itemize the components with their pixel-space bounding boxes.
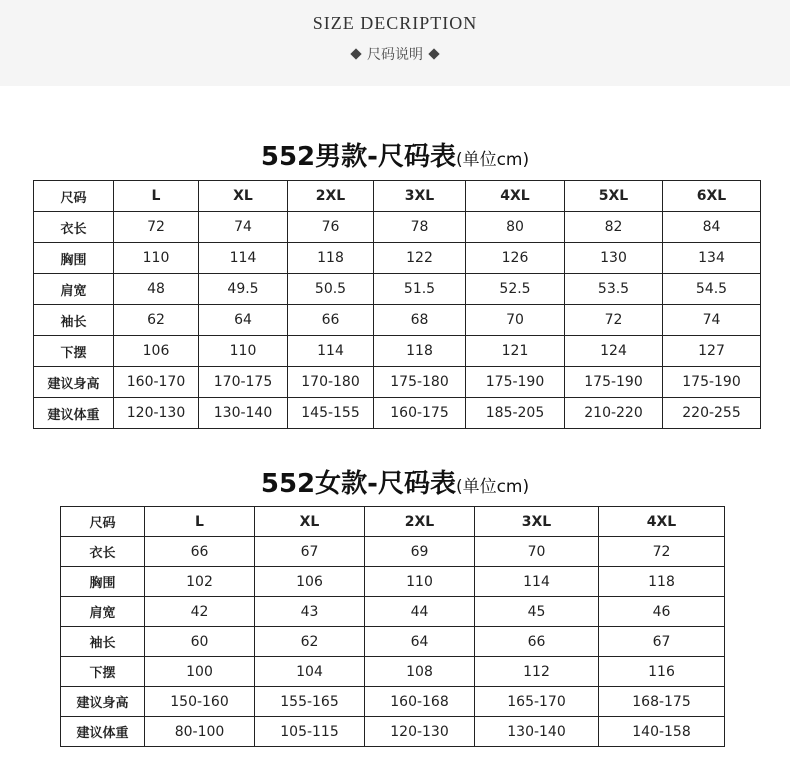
table-cell: 72	[565, 305, 663, 336]
table-cell: 76	[288, 212, 374, 243]
row-label: 衣长	[34, 212, 114, 243]
table-cell: 50.5	[288, 274, 374, 305]
table-cell: 114	[475, 567, 599, 597]
table-cell: 121	[466, 336, 565, 367]
table-row	[34, 398, 761, 429]
table-cell: 175-180	[374, 367, 466, 398]
table-cell: 110	[114, 243, 199, 274]
table-cell: 70	[475, 537, 599, 567]
table-cell: 51.5	[374, 274, 466, 305]
table-cell: 106	[114, 336, 199, 367]
table-cell: 80	[466, 212, 565, 243]
table-row	[61, 687, 725, 717]
table-cell: 43	[255, 597, 365, 627]
table-cell: 108	[365, 657, 475, 687]
table-cell: 46	[599, 597, 725, 627]
header-band	[0, 0, 790, 86]
row-label: 下摆	[61, 657, 145, 687]
table-cell: 168-175	[599, 687, 725, 717]
table-cell: 69	[365, 537, 475, 567]
men-header-row	[34, 181, 761, 212]
page-subtitle	[0, 44, 790, 64]
column-header: XL	[255, 507, 365, 537]
table-cell: 64	[365, 627, 475, 657]
column-header-size: 尺码	[34, 181, 114, 212]
table-cell: 160-175	[374, 398, 466, 429]
women-title-main: 552女款-尺码表	[260, 469, 456, 499]
table-cell: 175-190	[466, 367, 565, 398]
women-header-row	[61, 507, 725, 537]
table-cell: 52.5	[466, 274, 565, 305]
table-row	[61, 597, 725, 627]
table-cell: 175-190	[565, 367, 663, 398]
table-cell: 114	[288, 336, 374, 367]
table-cell: 80-100	[145, 717, 255, 747]
table-cell: 170-175	[199, 367, 288, 398]
page-title: SIZE DECRIPTION	[312, 13, 478, 33]
column-header-size: 尺码	[61, 507, 145, 537]
table-cell: 127	[663, 336, 761, 367]
row-label: 衣长	[61, 537, 145, 567]
table-cell: 160-168	[365, 687, 475, 717]
table-cell: 130-140	[475, 717, 599, 747]
table-cell: 60	[145, 627, 255, 657]
column-header: L	[114, 181, 199, 212]
men-title-unit: (单位cm)	[455, 150, 530, 170]
table-cell: 82	[565, 212, 663, 243]
table-cell: 185-205	[466, 398, 565, 429]
table-cell: 68	[374, 305, 466, 336]
column-header: 2XL	[288, 181, 374, 212]
table-row	[34, 274, 761, 305]
men-table-body	[34, 181, 761, 429]
column-header: XL	[199, 181, 288, 212]
table-cell: 72	[599, 537, 725, 567]
table-cell: 62	[114, 305, 199, 336]
table-cell: 106	[255, 567, 365, 597]
column-header: L	[145, 507, 255, 537]
table-cell: 105-115	[255, 717, 365, 747]
table-cell: 62	[255, 627, 365, 657]
table-cell: 175-190	[663, 367, 761, 398]
table-cell: 74	[199, 212, 288, 243]
table-cell: 134	[663, 243, 761, 274]
table-cell: 110	[365, 567, 475, 597]
row-label: 建议身高	[34, 367, 114, 398]
column-header: 4XL	[466, 181, 565, 212]
table-cell: 170-180	[288, 367, 374, 398]
table-cell: 118	[288, 243, 374, 274]
diamond-left-icon	[350, 48, 361, 59]
men-size-table	[33, 180, 761, 429]
table-cell: 67	[599, 627, 725, 657]
row-label: 胸围	[34, 243, 114, 274]
table-row	[61, 717, 725, 747]
table-cell: 66	[145, 537, 255, 567]
row-label: 下摆	[34, 336, 114, 367]
women-title-unit: (单位cm)	[455, 477, 530, 497]
column-header: 4XL	[599, 507, 725, 537]
table-cell: 145-155	[288, 398, 374, 429]
table-cell: 66	[475, 627, 599, 657]
table-cell: 140-158	[599, 717, 725, 747]
women-size-table	[60, 506, 725, 747]
row-label: 建议体重	[34, 398, 114, 429]
table-cell: 112	[475, 657, 599, 687]
table-cell: 54.5	[663, 274, 761, 305]
row-label: 肩宽	[34, 274, 114, 305]
men-title-main: 552男款-尺码表	[260, 142, 456, 172]
table-cell: 70	[466, 305, 565, 336]
table-cell: 49.5	[199, 274, 288, 305]
table-cell: 116	[599, 657, 725, 687]
table-row	[34, 212, 761, 243]
diamond-right-icon	[428, 48, 439, 59]
table-cell: 124	[565, 336, 663, 367]
table-cell: 122	[374, 243, 466, 274]
column-header: 2XL	[365, 507, 475, 537]
row-label: 袖长	[61, 627, 145, 657]
table-cell: 48	[114, 274, 199, 305]
table-cell: 120-130	[365, 717, 475, 747]
column-header: 5XL	[565, 181, 663, 212]
table-cell: 45	[475, 597, 599, 627]
table-cell: 102	[145, 567, 255, 597]
table-cell: 220-255	[663, 398, 761, 429]
table-row	[34, 336, 761, 367]
table-cell: 64	[199, 305, 288, 336]
table-row	[34, 243, 761, 274]
table-cell: 114	[199, 243, 288, 274]
table-cell: 104	[255, 657, 365, 687]
table-cell: 78	[374, 212, 466, 243]
table-cell: 74	[663, 305, 761, 336]
table-cell: 126	[466, 243, 565, 274]
table-cell: 150-160	[145, 687, 255, 717]
row-label: 建议体重	[61, 717, 145, 747]
table-cell: 100	[145, 657, 255, 687]
table-cell: 118	[599, 567, 725, 597]
table-row	[61, 657, 725, 687]
row-label: 建议身高	[61, 687, 145, 717]
page-subtitle-text: 尺码说明	[367, 47, 423, 63]
table-cell: 84	[663, 212, 761, 243]
table-cell: 165-170	[475, 687, 599, 717]
column-header: 3XL	[374, 181, 466, 212]
table-cell: 118	[374, 336, 466, 367]
women-table-body	[61, 507, 725, 747]
table-row	[34, 367, 761, 398]
table-cell: 72	[114, 212, 199, 243]
table-cell: 160-170	[114, 367, 199, 398]
row-label: 肩宽	[61, 597, 145, 627]
women-table-title	[0, 463, 790, 500]
men-table-title	[0, 136, 790, 173]
table-cell: 210-220	[565, 398, 663, 429]
table-cell: 67	[255, 537, 365, 567]
table-cell: 42	[145, 597, 255, 627]
table-cell: 120-130	[114, 398, 199, 429]
table-cell: 44	[365, 597, 475, 627]
table-cell: 110	[199, 336, 288, 367]
table-row	[61, 537, 725, 567]
table-row	[34, 305, 761, 336]
table-cell: 66	[288, 305, 374, 336]
column-header: 3XL	[475, 507, 599, 537]
column-header: 6XL	[663, 181, 761, 212]
row-label: 胸围	[61, 567, 145, 597]
table-cell: 130	[565, 243, 663, 274]
row-label: 袖长	[34, 305, 114, 336]
table-cell: 130-140	[199, 398, 288, 429]
table-row	[61, 627, 725, 657]
table-row	[61, 567, 725, 597]
table-cell: 53.5	[565, 274, 663, 305]
table-cell: 155-165	[255, 687, 365, 717]
